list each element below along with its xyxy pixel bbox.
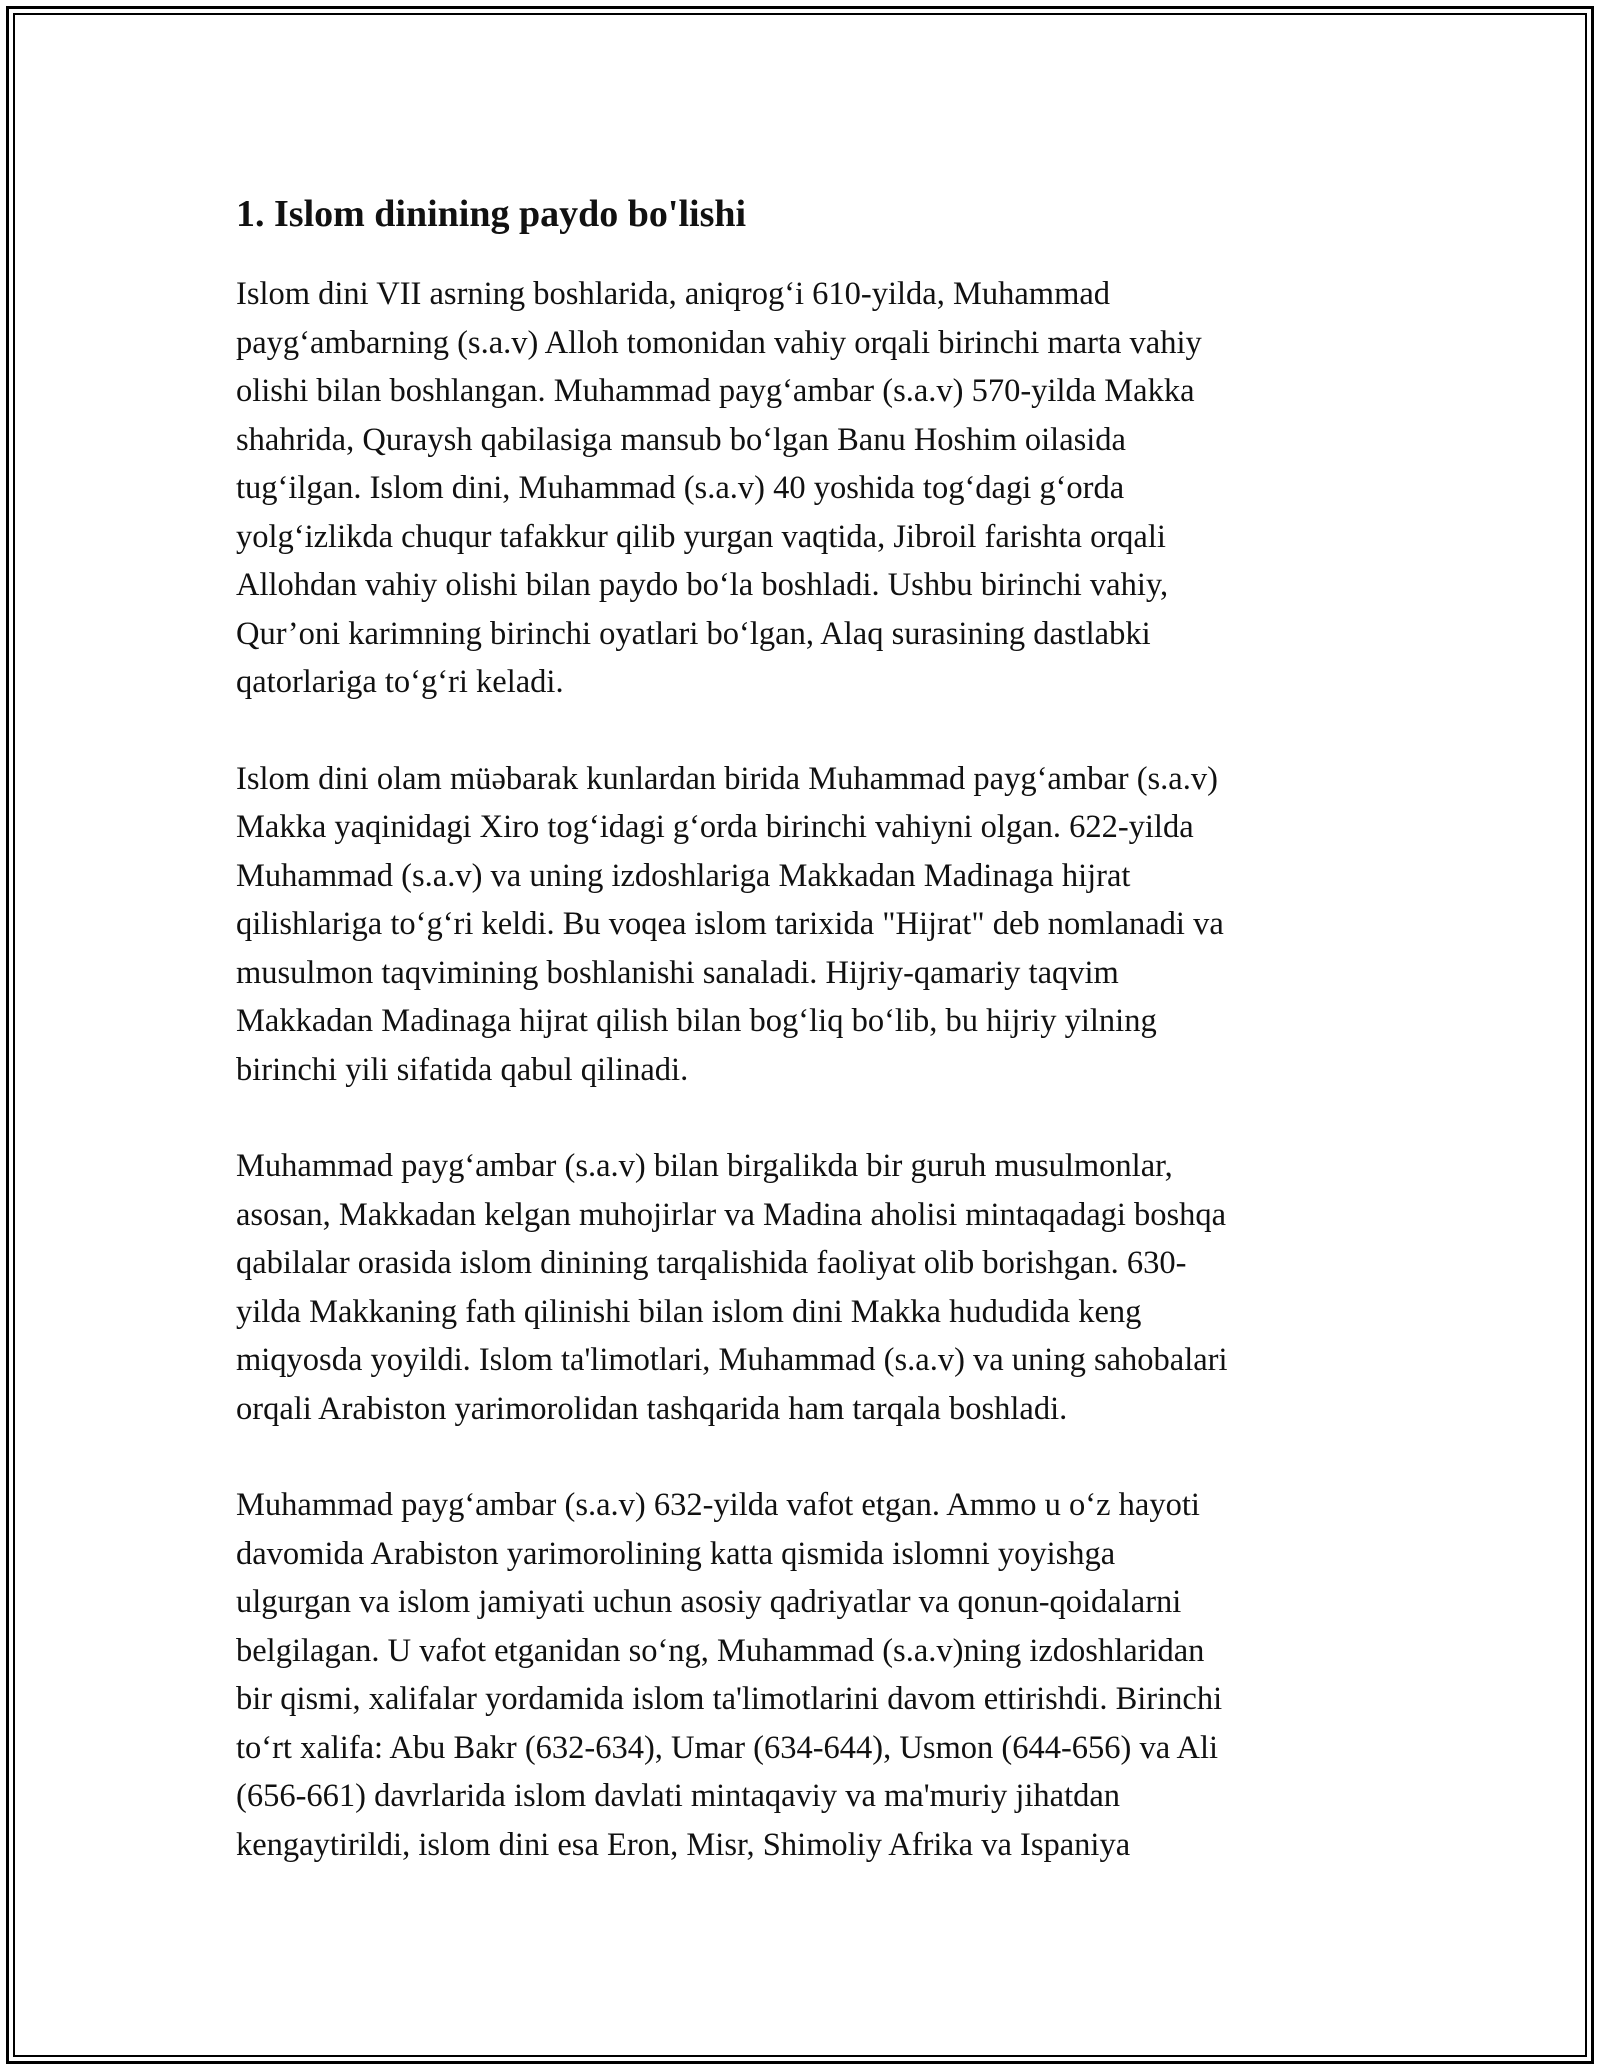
paragraph-line: (656-661) davrlarida islom davlati mintaqaviy va ma'muriy jihatdan xyxy=(236,1778,1121,1814)
paragraph-line: yilda Makkaning fath qilinishi bilan islom dini Makka hududida keng xyxy=(236,1293,1142,1330)
paragraph-line: to‘rt xalifa: Abu Bakr (632-634), Umar (634-644), Usmon (644-656) va Ali xyxy=(236,1729,1219,1766)
body-paragraph xyxy=(236,755,1356,1095)
paragraph-line: olishi bilan boshlangan. Muhammad payg‘ambar (s.a.v) 570-yilda Makka xyxy=(236,373,1195,409)
paragraph-line: musulmon taqvimining boshlanishi sanaladi. Hijriy-qamariy taqvim xyxy=(236,954,1119,991)
paragraph-line: ulgurgan va islom jamiyati uchun asosiy qadriyatlar va qonun-qoidalarni xyxy=(236,1584,1182,1620)
paragraph-line: Islom dini olam müəbarak kunlardan birida Muhammad payg‘ambar (s.a.v) xyxy=(236,760,1218,797)
paragraph-line: Islom dini VII asrning boshlarida, aniqrog‘i 610-yilda, Muhammad xyxy=(236,276,1111,312)
paragraph-container xyxy=(236,270,1356,1869)
paragraph-line: belgilagan. U vafot etganidan so‘ng, Muhammad (s.a.v)ning izdoshlaridan xyxy=(236,1632,1205,1669)
paragraph-line: bir qismi, xalifalar yordamida islom ta'limotlarini davom ettirishdi. Birinchi xyxy=(236,1681,1223,1717)
paragraph-line: birinchi yili sifatida qabul qilinadi. xyxy=(236,1051,689,1088)
paragraph-line: shahrida, Quraysh qabilasiga mansub bo‘lgan Banu Hoshim oilasida xyxy=(236,421,1126,458)
paragraph-line: qatorlariga to‘g‘ri keladi. xyxy=(236,664,564,700)
paragraph-line: kengaytirildi, islom dini esa Eron, Misr, Shimoliy Afrika va Ispaniya xyxy=(236,1826,1131,1863)
paragraph-line: Makkadan Madinaga hijrat qilish bilan bog‘liq bo‘lib, bu hijriy yilning xyxy=(236,1003,1157,1039)
paragraph-line: Makka yaqinidagi Xiro tog‘idagi g‘orda birinchi vahiyni olgan. 622-yilda xyxy=(236,809,1194,845)
paragraph-line: orqali Arabiston yarimorolidan tashqarida ham tarqala boshladi. xyxy=(236,1390,1068,1427)
paragraph-line: davomida Arabiston yarimorolining katta qismida islomni yoyishga xyxy=(236,1535,1116,1572)
body-paragraph xyxy=(236,1481,1356,1869)
paragraph-line: Muhammad payg‘ambar (s.a.v) 632-yilda vafot etgan. Ammo u o‘z hayoti xyxy=(236,1487,1200,1523)
paragraph-line: yolg‘izlikda chuqur tafakkur qilib yurgan vaqtida, Jibroil farishta orqali xyxy=(236,518,1166,555)
paragraph-line: payg‘ambarning (s.a.v) Alloh tomonidan vahiy orqali birinchi marta vahiy xyxy=(236,324,1202,361)
body-paragraph xyxy=(236,270,1356,707)
section-heading: 1. Islom dinining paydo bo'lishi xyxy=(236,193,747,235)
paragraph-line: Muhammad (s.a.v) va uning izdoshlariga Makkadan Madinaga hijrat xyxy=(236,857,1131,894)
document-body xyxy=(236,186,1356,1917)
paragraph-line: tug‘ilgan. Islom dini, Muhammad (s.a.v) 40 yoshida tog‘dagi g‘orda xyxy=(236,470,1125,506)
paragraph-line: miqyosda yoyildi. Islom ta'limotlari, Muhammad (s.a.v) va uning sahobalari xyxy=(236,1342,1228,1378)
paragraph-line: qabilalar orasida islom dinining tarqalishida faoliyat olib borishgan. 630- xyxy=(236,1245,1187,1281)
paragraph-line: Qur’oni karimning birinchi oyatlari bo‘lgan, Alaq surasining dastlabki xyxy=(236,615,1151,652)
paragraph-line: Allohdan vahiy olishi bilan paydo bo‘la boshladi. Ushbu birinchi vahiy, xyxy=(236,567,1169,603)
paragraph-line: asosan, Makkadan kelgan muhojirlar va Madina aholisi mintaqadagi boshqa xyxy=(236,1196,1227,1233)
body-paragraph xyxy=(236,1142,1356,1433)
paragraph-line: qilishlariga to‘g‘ri keldi. Bu voqea islom tarixida "Hijrat" deb nomlanadi va xyxy=(236,906,1224,942)
paragraph-line: Muhammad payg‘ambar (s.a.v) bilan birgalikda bir guruh musulmonlar, xyxy=(236,1148,1173,1184)
